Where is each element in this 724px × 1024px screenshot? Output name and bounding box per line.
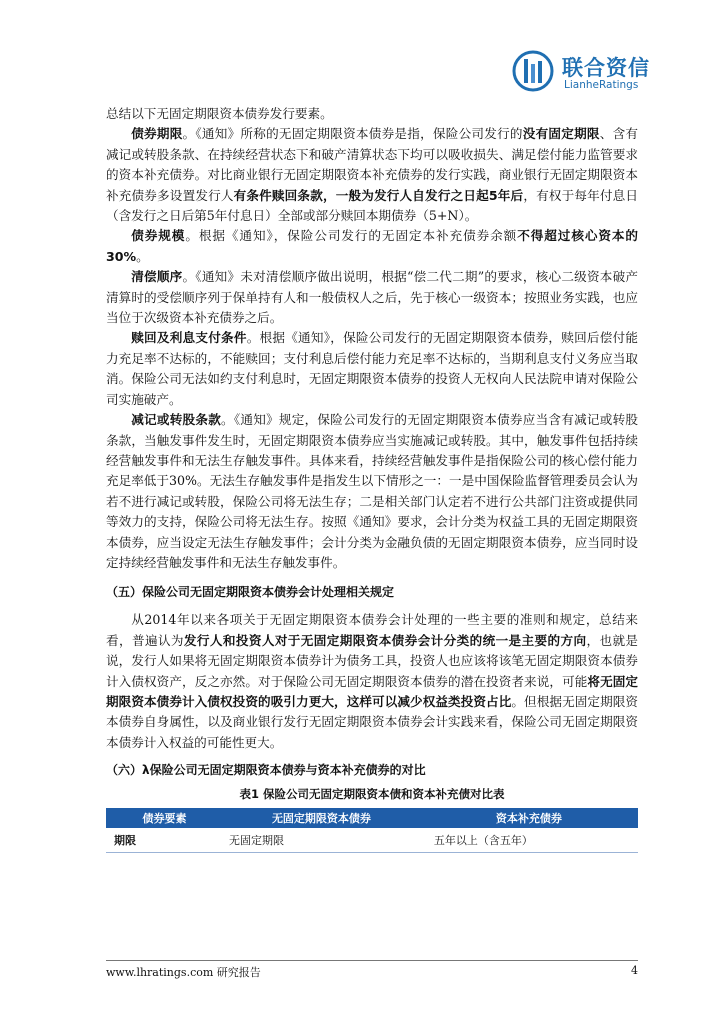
table-caption: 表1 保险公司无固定期限资本债和资本补充债对比表 xyxy=(239,787,505,802)
paragraph-order: 清偿顺序。《通知》未对清偿顺序做出说明，根据“偿二代二期”的要求，核心二级资本破产清算时的受偿顺序列于保单持有人和一般债权人之后，先于核心一级资本；按照业务实践，也应当位于次级资本补充债券之后。 xyxy=(106,269,639,326)
section-6-heading: （六）λ保险公司无固定期限资本债券与资本补充债券的对比 xyxy=(106,763,426,778)
table-cell: 五年以上（含五年） xyxy=(433,834,533,848)
intro-paragraph: 总结以下无固定期限资本债券发行要素。 xyxy=(106,106,333,121)
term-label: 债券期限 xyxy=(131,126,183,142)
table-cell: 期限 xyxy=(114,834,136,848)
table-header-row xyxy=(106,808,638,828)
brand-name-cn: 联合资信 xyxy=(562,56,650,80)
paragraph-writedown: 减记或转股条款。《通知》规定，保险公司发行的无固定期限资本债券应当含有减记或转股条款，当触发事件发生时，无固定期限资本债券应当实施减记或转股。其中，触发事件包括持续经营触发事件和无法生存触发事件。具体来看，持续经营触发事件是指保险公司的核心偿付能力充足率低于30%。无法生存触发事件是指发生以下情形之一：一是中国保险监督管理委员会认为若不进行减记或转股，保险公司将无法生存；二是相关部门认定若不进行公共部门注资或提供同等效力的支持，保险公司将无法生存。按照《通知》要求，会计分类为权益工具的无固定期限资本债券，应当设定无法生存触发事件；会计分类为金融负债的无固定期限资本债券，应当同时设定持续经营触发事件和无法生存触发事件。 xyxy=(106,412,639,570)
lianhe-logo-icon xyxy=(512,50,554,92)
scale-label: 债券规模 xyxy=(131,228,186,244)
footer-divider xyxy=(106,960,638,961)
writedown-label: 减记或转股条款 xyxy=(131,412,222,428)
column-header: 债券要素 xyxy=(142,812,187,826)
paragraph-scale: 债券规模。根据《通知》，保险公司发行的无固定本补充债券余额不得超过核心资本的30%。 xyxy=(106,228,639,264)
paragraph-term: 债券期限。《通知》所称的无固定期限资本债券是指，保险公司发行的没有固定期限、含有减记或转股条款、在持续经营状态下和破产清算状态下均可以吸收损失、满足偿付能力监管要求的资本补充债券。对比商业银行无固定期限资本补充债券的发行实践，商业银行无固定期限资本补充债券多设置发行人有条件赎回条款，一般为发行人自发行之日起5年后，有权于每年付息日（含发行之日后第5年付息日）全部或部分赎回本期债券（5+N）。 xyxy=(106,126,639,224)
table-row xyxy=(106,828,638,853)
table-cell: 无固定期限 xyxy=(229,834,285,848)
paragraph-redeem: 赎回及利息支付条件。根据《通知》，保险公司发行的无固定期限资本债券，赎回后偿付能力充足率不达标的，不能赎回；支付利息后偿付能力充足率不达标的，当期利息支付义务应当取消。保险公司无法如约支付利息时，无固定期限资本债券的投资人无权向人民法院申请对保险公司实施破产。 xyxy=(106,330,639,407)
footer-site: www.lhratings.com 研究报告 xyxy=(106,966,261,979)
brand-logo xyxy=(512,48,672,98)
paragraph-accounting: 从2014年以来各项关于无固定期限资本债券会计处理的一些主要的准则和规定，总结来看，普遍认为发行人和投资人对于无固定期限资本债券会计分类的统一是主要的方向，也就是说，发行人如果将无固定期限资本债券计为债务工具，投资人也应该将该笔无固定期限资本债券计入债权资产，反之亦然。对于保险公司无固定期限资本债券的潜在投资者来说，可能将无固定期限资本债券计入债权投资的吸引力更大，这样可以减少权益类投资占比。但根据无固定期限资本债券自身属性，以及商业银行发行无固定期限资本债券会计实践来看，保险公司无固定期限资本债券计入权益的可能性更大。 xyxy=(106,612,639,750)
document-body xyxy=(106,104,638,853)
comparison-table xyxy=(106,808,638,853)
column-header: 资本补充债券 xyxy=(495,812,562,826)
redeem-label: 赎回及利息支付条件 xyxy=(131,330,247,346)
section-5-heading: （五）保险公司无固定期限资本债券会计处理相关规定 xyxy=(106,585,395,600)
brand-name-en: LianheRatings xyxy=(564,79,639,91)
order-label: 清偿顺序 xyxy=(131,269,183,285)
page-number: 4 xyxy=(631,964,638,977)
column-header: 无固定期限资本债券 xyxy=(271,812,371,826)
